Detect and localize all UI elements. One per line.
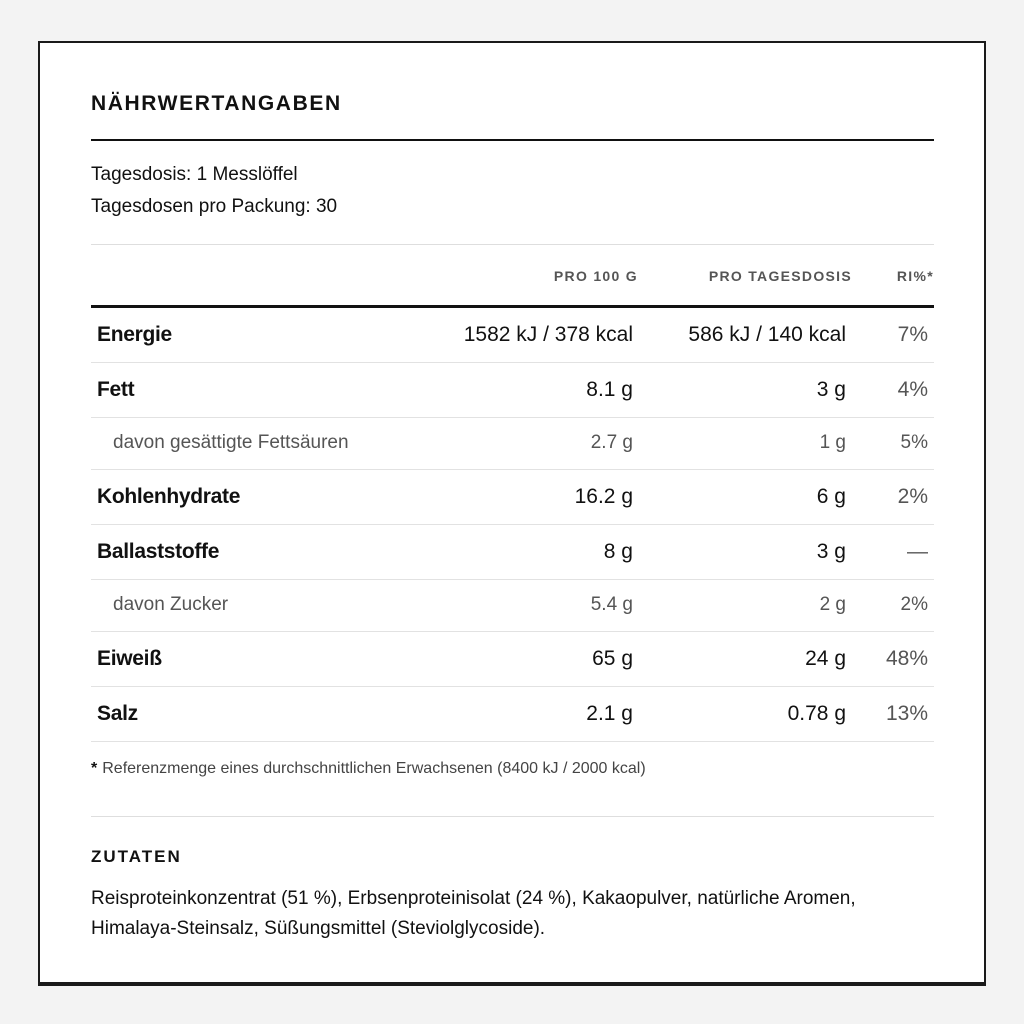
row-per-100g: 5.4 g [590, 594, 633, 615]
ingredients-text: Reisproteinkonzentrat (51 %), Erbsenproteinisolat (24 %), Kakaopulver, natürliche Aromen, Himalaya-Steinsalz, Süßungsmittel (Steviolglycoside). [91, 888, 856, 939]
row-ri: 13% [885, 702, 928, 725]
ingredients-divider [91, 816, 934, 817]
row-per-100g: 8.1 g [586, 378, 633, 401]
row-label: Kohlenhydrate [97, 485, 241, 508]
table-row-salz [91, 687, 934, 742]
row-per-dose: 3 g [816, 540, 846, 563]
row-per-dose: 0.78 g [787, 702, 846, 725]
header-ri: RI%* [896, 268, 934, 284]
table-row-eiweiss [91, 632, 934, 687]
row-per-dose: 2 g [819, 594, 846, 615]
serving-size: Tagesdosis: 1 Messlöffel [91, 164, 298, 185]
ingredients-title: ZUTATEN [91, 847, 182, 866]
row-per-100g: 1582 kJ / 378 kcal [463, 323, 633, 346]
row-ri: 2% [897, 485, 928, 508]
table-row-gesaettigte-fettsaeuren [91, 418, 934, 470]
row-label: davon gesättigte Fettsäuren [113, 432, 349, 453]
serving-divider [91, 244, 934, 245]
row-per-100g: 65 g [592, 647, 633, 670]
ri-footnote [91, 760, 646, 778]
row-per-dose: 1 g [819, 432, 846, 453]
row-ri: 4% [897, 378, 928, 401]
nutrition-title: NÄHRWERTANGABEN [91, 92, 342, 115]
row-ri: 7% [897, 323, 928, 346]
table-row-fett [91, 363, 934, 418]
row-per-100g: 16.2 g [574, 485, 633, 508]
servings-per-pack: Tagesdosen pro Packung: 30 [91, 196, 338, 217]
table-row-ballaststoffe [91, 525, 934, 580]
table-row-zucker [91, 580, 934, 632]
table-header [91, 268, 934, 288]
row-label: Salz [97, 702, 138, 725]
table-row-energie [91, 308, 934, 363]
row-label: Energie [97, 323, 172, 346]
footnote-text: Referenzmenge eines durchschnittlichen Erwachsenen (8400 kJ / 2000 kcal) [102, 760, 646, 777]
nutrition-table [91, 308, 934, 742]
title-divider [91, 139, 934, 141]
table-row-kohlenhydrate [91, 470, 934, 525]
row-label: Ballaststoffe [97, 540, 220, 563]
nutrition-card [38, 41, 986, 984]
row-per-dose: 6 g [816, 485, 846, 508]
row-per-100g: 2.1 g [586, 702, 633, 725]
row-label: Fett [97, 378, 135, 401]
row-label: Eiweiß [97, 647, 162, 670]
row-per-dose: 24 g [805, 647, 846, 670]
header-per-100g: PRO 100 G [553, 268, 638, 284]
footnote-star: * [91, 760, 98, 777]
row-ri: 2% [900, 594, 928, 615]
row-ri: — [907, 540, 928, 563]
row-ri: 48% [885, 647, 928, 670]
row-label: davon Zucker [113, 594, 229, 615]
row-per-100g: 2.7 g [590, 432, 633, 453]
header-per-dose: PRO TAGESDOSIS [708, 268, 852, 284]
row-per-dose: 3 g [816, 378, 846, 401]
row-ri: 5% [900, 432, 928, 453]
row-per-100g: 8 g [603, 540, 633, 563]
row-per-dose: 586 kJ / 140 kcal [688, 323, 846, 346]
